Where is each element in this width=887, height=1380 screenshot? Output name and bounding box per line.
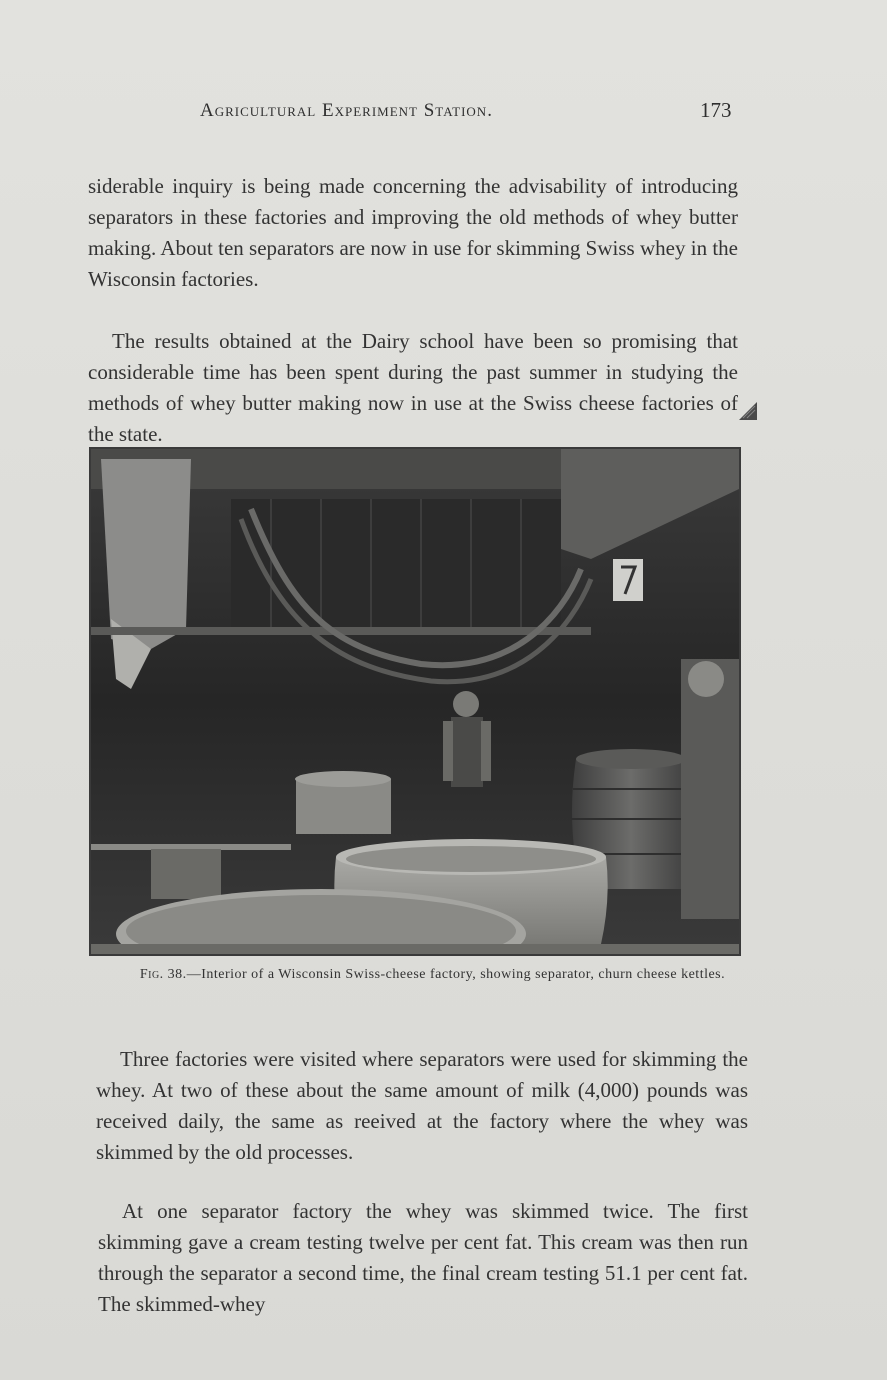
figure-label: Fig. 38. — [139, 967, 187, 982]
photo-illustration — [91, 449, 739, 954]
factory-interior-photo — [89, 447, 741, 956]
running-head: Agricultural Experiment Station. — [200, 100, 493, 121]
figure-caption — [100, 967, 765, 983]
paragraph-3: Three factories were visited where separators were used for skimming the whey. At two of these about the same amount of milk (4,000) pounds was received daily, the same as reeived at the factory where the whey was skimmed by the old processes. — [96, 1047, 748, 1164]
margin-mark-icon — [737, 398, 759, 422]
figure-caption-text: —Interior of a Wisconsin Swiss-cheese factory, showing separator, churn cheese kettles. — [186, 967, 726, 982]
page-number: 173 — [700, 98, 732, 122]
paragraph-1: siderable inquiry is being made concerning the advisability of introducing separators in these factories and improving the old methods of whey butter making. About ten separators are now in use for skimming Swiss whey in the Wisconsin factories. — [88, 174, 738, 291]
paragraph-2: The results obtained at the Dairy school have been so promising that considerable time has been spent during the past summer in studying the methods of whey butter making now in use at the Swiss cheese factories of the state. — [88, 329, 738, 446]
paragraph-4: At one separator factory the whey was skimmed twice. The first skimming gave a cream testing twelve per cent fat. This cream was then run through the separator a second time, the final cream testing 51.1 per cent fat. The skimmed-whey — [98, 1199, 748, 1316]
